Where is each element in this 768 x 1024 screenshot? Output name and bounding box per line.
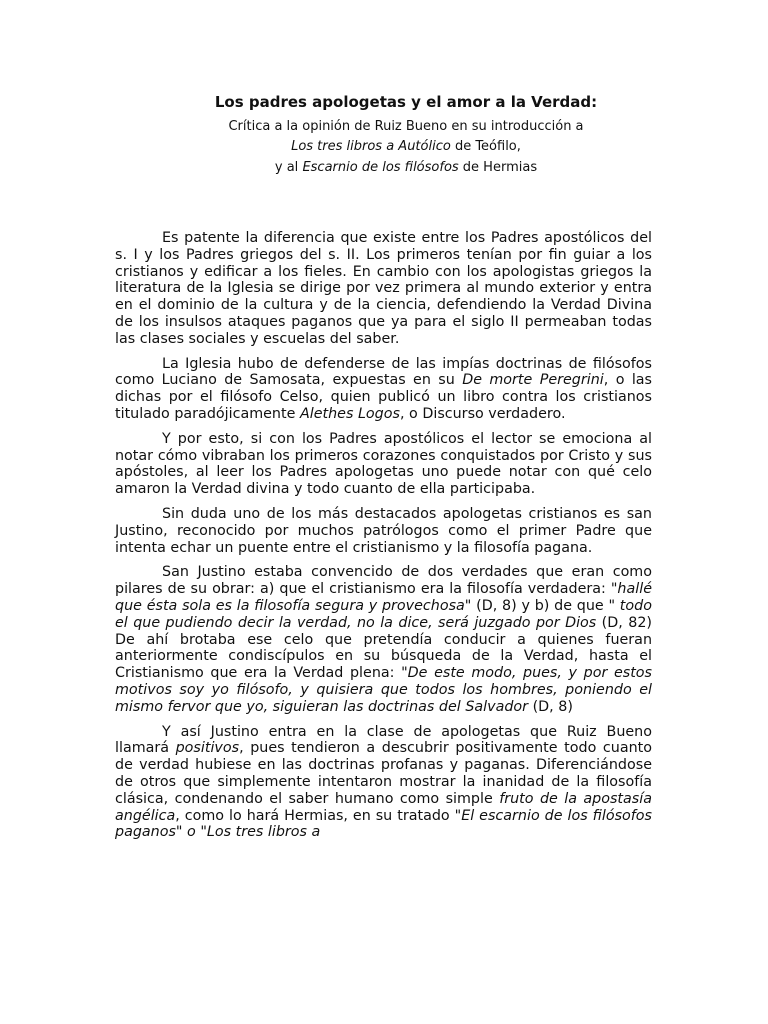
paragraph-2-text-a: La Iglesia hubo de defenderse de las impías doctrinas de filósofos como Luciano de Samosata, expuestas en su (115, 355, 652, 389)
paragraph-4: Sin duda uno de los más destacados apologetas cristianos es san Justino, reconocido por muchos patrólogos como el primer Padre que intenta echar un puente entre el cristianismo y la filosofía pagana. (115, 505, 652, 556)
paragraph-2-text-c: , o las dichas por el filósofo Celso, quien publicó un libro contra los cristianos titulado paradójicamente (115, 372, 652, 422)
paragraph-2 (115, 356, 652, 423)
paragraph-5-text-g: (D, 8) (528, 698, 573, 715)
subtitle-work-title-escarnio: Escarnio de los filósofos (302, 160, 459, 175)
paragraph-5-text-a: San Justino estaba convencido de dos verdades que eran como pilares de su obrar: a) que el cristianismo era la filosofía verdadera: (115, 564, 652, 598)
paragraph-6-text-c: , pues tendieron a descubrir positivamente todo cuanto de verdad hubiese en las doctrinas profanas y paganas. Diferenciándose de otros que simplemente intentaron mostrar la inanidad de la filosofía clásica, condenando el saber humano como simple (115, 740, 652, 807)
subtitle-line-2-rest: de Teófilo, (450, 139, 521, 154)
document-body (115, 230, 652, 841)
document-title: Los padres apologetas y el amor a la Verdad: (214, 93, 598, 111)
subtitle-line-3 (0, 158, 768, 178)
paragraph-3: Y por esto, si con los Padres apostólicos el lector se emociona al notar cómo vibraban los primeros corazones conquistados por Cristo y sus apóstoles, al leer los Padres apologetas uno puede notar con qué celo amaron la Verdad divina y todo cuanto de ella participaba. (115, 430, 652, 498)
paragraph-5-text-e: (D, 82) De ahí brotaba ese celo que pretendía conducir a quienes fueran anteriormente condiscípulos en su búsqueda de la Verdad, hasta el Cristianismo que era la Verdad plena: (115, 614, 652, 682)
subtitle-line-2 (0, 137, 768, 157)
paragraph-5-quote-2: todo el que pudiendo decir la verdad, no la dice, será juzgado por Dios (115, 597, 652, 631)
paragraph-6-italic-positivos: positivos (175, 740, 240, 757)
subtitle-work-title-autolico: Los tres libros a Autólico (291, 139, 451, 154)
paragraph-2-italic-alethes-logos: Alethes Logos (299, 405, 400, 422)
paragraph-6-text-e: , como lo hará Hermias, en su tratado (175, 807, 455, 824)
subtitle-line-3-post: de Hermias (458, 160, 538, 175)
paragraph-6-text-a: Y así Justino entra en la clase de apologetas que Ruiz Bueno llamará (115, 723, 652, 757)
paragraph-5 (115, 564, 652, 715)
paragraph-6 (115, 724, 652, 842)
paragraph-5-quote-1: "hallé que ésta sola es la filosofía segura y provechosa" (115, 581, 652, 614)
paragraph-2-text-e: , o Discurso verdadero. (399, 405, 566, 422)
paragraph-6-italic-fruto: fruto de la apostasía angélica (115, 790, 652, 824)
subtitle-line-1: Crítica a la opinión de Ruiz Bueno en su introducción a (228, 119, 584, 134)
subtitle-line-3-pre: y al (274, 160, 303, 175)
paragraph-6-italic-titles: "El escarnio de los filósofos paganos" o "Los tres libros a (115, 807, 653, 841)
paragraph-2-italic-de-morte: De morte Peregrini (462, 372, 604, 389)
paragraph-1: Es patente la diferencia que existe entre los Padres apostólicos del s. I y los Padres griegos del s. II. Los primeros tenían por fin guiar a los cristianos y edificar a los fieles. En cambio con los apologistas griegos la literatura de la Iglesia se dirige por vez primera al mundo exterior y entra en el dominio de la cultura y de la ciencia, defendiendo la Verdad Divina de los insulsos ataques paganos que ya para el siglo II permeaban todas las clases sociales y escuelas del saber. (115, 230, 652, 347)
paragraph-5-text-c: (D, 8) y b) de que " (471, 597, 616, 614)
paragraph-5-quote-3: "De este modo, pues, y por estos motivos soy yo filósofo, y quisiera que todos los hombres, poniendo el mismo fervor que yo, siguieran las doctrinas del Salvador (115, 665, 652, 715)
